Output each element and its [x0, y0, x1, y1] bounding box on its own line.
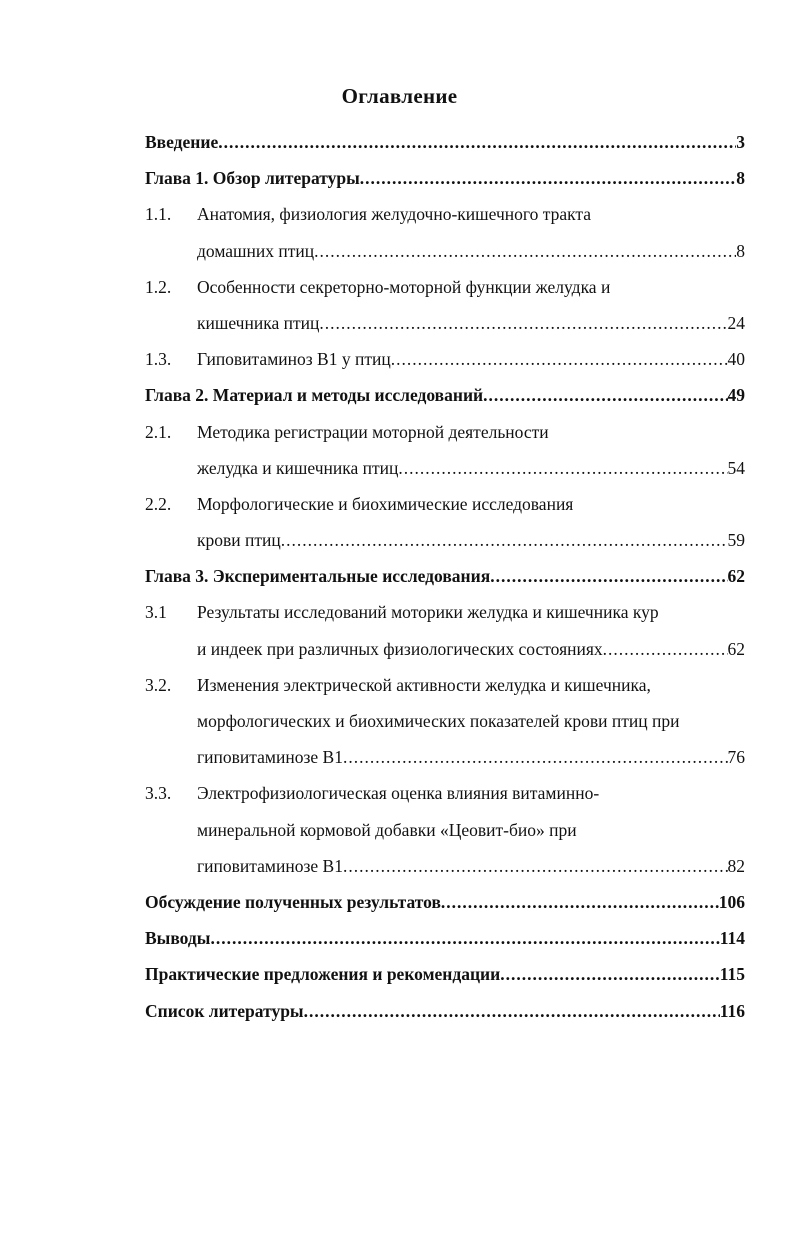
table-of-contents: [145, 124, 745, 1029]
toc-entry-title: Анатомия, физиология желудочно-кишечного тракта: [197, 204, 592, 225]
toc-entry-page-number: 59: [727, 530, 745, 551]
toc-entry-leader: [500, 956, 719, 992]
toc-entry-leader: [343, 739, 728, 775]
toc-entry-title: Морфологические и биохимические исследования: [197, 493, 574, 514]
toc-entry-number: 3.2.: [145, 674, 172, 695]
toc-entry: [145, 848, 745, 884]
toc-entry-title: Результаты исследований моторики желудка и кишечника кур: [197, 602, 659, 623]
toc-entry-title: Электрофизиологическая оценка влияния витаминно-: [197, 783, 600, 804]
toc-entry-title: кишечника птиц: [197, 312, 320, 333]
toc-entry-leader: [343, 848, 728, 884]
toc-entry-page-number: 8: [736, 240, 745, 261]
toc-entry-number: 2.2.: [145, 493, 172, 514]
toc-entry-number: 2.1.: [145, 421, 172, 442]
toc-entry-title: гиповитаминозе B1: [197, 855, 343, 876]
toc-entry-leader: [398, 450, 727, 486]
toc-entry: [145, 486, 745, 522]
toc-entry-page-number: 24: [727, 312, 745, 333]
toc-entry: [145, 993, 745, 1029]
toc-entry-leader: [281, 522, 728, 558]
toc-entry-page-number: 40: [727, 349, 745, 370]
toc-entry-title: Глава 2. Материал и методы исследований: [145, 385, 484, 406]
toc-entry-number: 3.3.: [145, 783, 172, 804]
toc-entry-title: домашних птиц: [197, 240, 315, 261]
toc-entry-title: Выводы: [145, 928, 211, 949]
toc-entry: [145, 594, 745, 630]
toc-entry: [145, 667, 745, 703]
toc-entry-leader: [314, 233, 736, 269]
toc-entry-title: и индеек при различных физиологических состояниях: [197, 638, 603, 659]
toc-entry-title: гиповитаминозе B1: [197, 747, 343, 768]
toc-entry-number: 3.1: [145, 602, 167, 623]
toc-entry: [145, 196, 745, 232]
page-title: Оглавление: [341, 84, 458, 108]
toc-entry-page-number: 49: [727, 385, 745, 406]
toc-entry: [145, 341, 745, 377]
toc-entry-page-number: 62: [727, 566, 745, 587]
toc-entry: [145, 450, 745, 486]
toc-entry-page-number: 82: [727, 855, 745, 876]
toc-entry-leader: [210, 920, 719, 956]
toc-entry-page-number: 76: [727, 747, 745, 768]
toc-entry: [145, 884, 745, 920]
toc-entry: [145, 124, 745, 160]
toc-entry-title: минеральной кормовой добавки «Цеовит-био» при: [197, 819, 577, 840]
toc-entry-page-number: 54: [727, 457, 745, 478]
toc-entry-title: Гиповитаминоз B1 у птиц: [197, 349, 391, 370]
toc-entry: [145, 775, 745, 811]
toc-entry: [145, 956, 745, 992]
toc-entry-leader: [319, 305, 727, 341]
toc-entry-title: Особенности секреторно-моторной функции желудка и: [197, 276, 611, 297]
toc-entry: [145, 522, 745, 558]
toc-entry-leader: [360, 160, 736, 196]
toc-entry: [145, 739, 745, 775]
toc-entry-leader: [218, 124, 736, 160]
toc-entry-page-number: 116: [719, 1000, 745, 1021]
toc-entry-leader: [304, 993, 720, 1029]
toc-entry-number: 1.1.: [145, 204, 172, 225]
toc-entry: [145, 703, 745, 739]
toc-entry-number: 1.2.: [145, 276, 172, 297]
toc-entry-title: желудка и кишечника птиц: [197, 457, 399, 478]
toc-entry-page-number: 106: [718, 891, 745, 912]
toc-entry-page-number: 3: [736, 132, 745, 152]
toc-entry-leader: [483, 377, 727, 413]
toc-entry-title: Глава 1. Обзор литературы: [145, 168, 360, 189]
toc-entry-title: Глава 3. Экспериментальные исследования: [145, 566, 491, 587]
toc-entry: [145, 233, 745, 269]
toc-entry-title: Список литературы: [145, 1000, 304, 1021]
toc-entry-title: Введение: [145, 132, 219, 152]
toc-entry-page-number: 62: [727, 638, 745, 659]
toc-entry-page-number: 115: [719, 964, 745, 985]
toc-entry: [145, 631, 745, 667]
toc-entry-title: крови птиц: [197, 530, 281, 551]
toc-entry-title: Практические предложения и рекомендации: [145, 964, 501, 985]
toc-entry-number: 1.3.: [145, 349, 172, 370]
toc-entry-leader: [490, 558, 727, 594]
toc-entry: [145, 377, 745, 413]
toc-entry-title: Методика регистрации моторной деятельности: [197, 421, 549, 442]
toc-entry-leader: [391, 341, 728, 377]
toc-entry: [145, 414, 745, 450]
toc-entry-title: Изменения электрической активности желудка и кишечника,: [197, 674, 651, 695]
toc-entry: [145, 305, 745, 341]
toc-entry: [145, 160, 745, 196]
toc-entry: [145, 558, 745, 594]
toc-entry-title: Обсуждение полученных результатов: [145, 891, 441, 912]
toc-entry-page-number: 114: [719, 928, 745, 949]
toc-entry: [145, 812, 745, 848]
toc-entry-title: морфологических и биохимических показателей крови птиц при: [197, 711, 680, 731]
toc-entry: [145, 920, 745, 956]
toc-entry-leader: [441, 884, 719, 920]
toc-entry-page-number: 8: [736, 168, 745, 189]
toc-entry-leader: [603, 631, 728, 667]
toc-entry: [145, 269, 745, 305]
